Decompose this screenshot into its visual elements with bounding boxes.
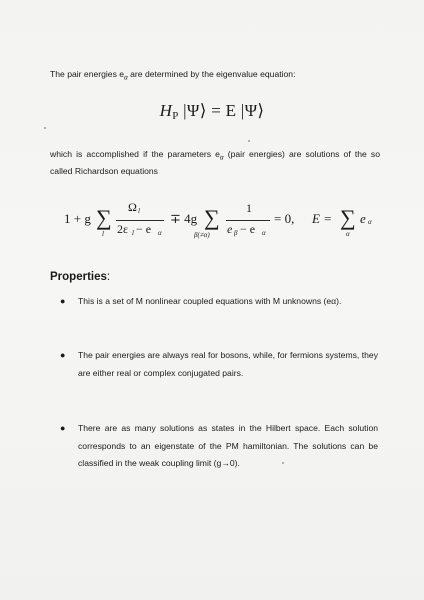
- bullet-icon: ●: [60, 350, 66, 360]
- rich-num-1: Ω: [128, 200, 137, 214]
- intro-paragraph: [50, 68, 380, 85]
- rich-den-2-sub: β: [234, 229, 238, 237]
- eigenvalue-equation: [0, 101, 424, 122]
- rich-den-1-tail-sub: α: [158, 229, 162, 237]
- rich-middle: ∓ 4g: [170, 211, 198, 226]
- rich-sum-3-index: α: [346, 230, 350, 238]
- rich-energy-term-sub: α: [368, 218, 372, 226]
- rich-energy: E =: [312, 211, 332, 226]
- intro-prefix: The pair energies e: [50, 69, 125, 79]
- rich-sum-2: ∑: [204, 205, 220, 230]
- rich-den-1-tail: − e: [136, 222, 152, 236]
- bullet-icon: ●: [60, 296, 66, 306]
- richardson-intro-part1: which is accomplished if the parameters e: [50, 149, 220, 159]
- rich-den-2-tail: − e: [240, 222, 256, 236]
- rich-num-1-sub: l: [138, 207, 140, 215]
- rich-den-1-sub: l: [132, 229, 134, 237]
- scan-speck: [44, 127, 46, 129]
- rich-den-1: 2ε: [117, 222, 129, 236]
- rich-num-2: 1: [246, 201, 252, 215]
- rich-den-2-tail-sub: α: [262, 229, 266, 237]
- eigenvalue-rest: |Ψ⟩ = E |Ψ⟩: [178, 101, 265, 120]
- properties-heading: [50, 271, 110, 283]
- intro-suffix: are determined by the eigenvalue equation:: [127, 69, 296, 79]
- bullet-icon: ●: [60, 423, 66, 433]
- property-item-2: The pair energies are always real for bosons, while, for fermions systems, they are either real or complex conjugated pairs.: [78, 350, 378, 378]
- properties-heading-text: Properties: [50, 271, 107, 283]
- rich-sum-2-index: β(≠α): [194, 231, 210, 239]
- rich-lhs: 1 + g: [64, 211, 91, 226]
- richardson-equation: [50, 199, 380, 247]
- hamiltonian-subscript: P: [172, 110, 179, 122]
- scan-speck: [282, 462, 284, 464]
- rich-energy-term: e: [360, 211, 366, 226]
- rich-sum-1-index: l: [102, 230, 104, 238]
- rich-sum-3: ∑: [340, 205, 356, 230]
- intro-subscript: α: [124, 74, 128, 82]
- property-item-3: There are as many solutions as states in the Hilbert space. Each solution corresponds to an eigenstate of the PM hamiltonian. The solutions can be classified in the weak coupling limit (g→0).: [78, 423, 378, 469]
- scan-speck: [248, 140, 250, 142]
- hamiltonian-symbol: H: [159, 101, 173, 120]
- rich-equals: = 0,: [274, 211, 295, 226]
- richardson-intro-subscript: α: [219, 154, 224, 162]
- rich-den-2: e: [227, 222, 233, 236]
- properties-heading-colon: :: [106, 271, 111, 283]
- rich-sum-1: ∑: [96, 205, 112, 230]
- rich-fraction-bar-2: [226, 220, 270, 221]
- richardson-intro-paragraph: [50, 148, 380, 178]
- property-item-1: This is a set of M nonlinear coupled equations with M unknowns (eα).: [78, 296, 342, 306]
- rich-fraction-bar-1: [116, 220, 164, 221]
- richardson-intro-part2: (pair energies) are solutions of the so called Richardson equations: [50, 149, 380, 176]
